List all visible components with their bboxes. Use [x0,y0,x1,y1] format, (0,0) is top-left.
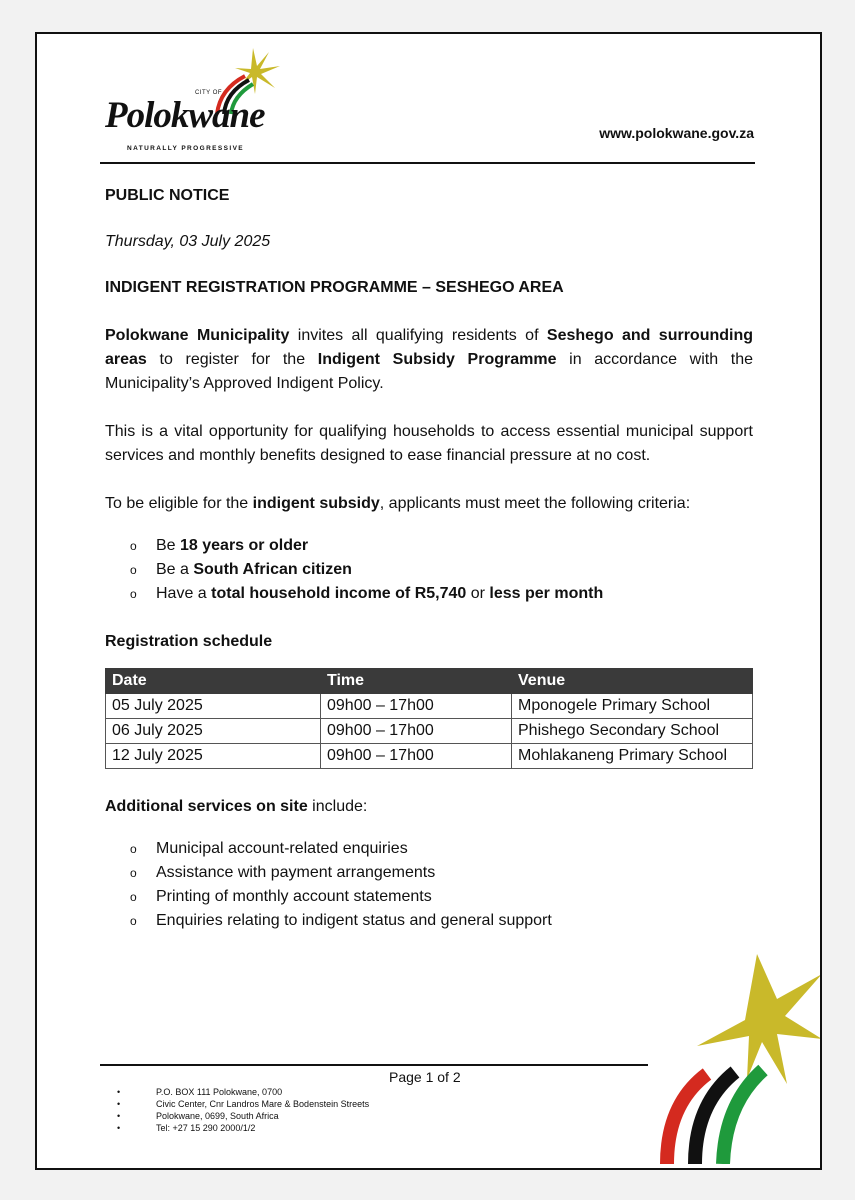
table-header-row [106,669,753,694]
footer-divider [100,1064,648,1066]
intro-text-2: to register for the [146,351,318,368]
bullet-circle-icon: o [130,563,137,577]
criterion-text-mid: or [466,585,490,602]
list-item [130,885,753,909]
intro-municipality: Polokwane Municipality [105,327,290,344]
eligibility-paragraph [105,492,753,516]
criterion-text: Be a [156,561,194,578]
intro-programme: Indigent Subsidy Programme [317,351,557,368]
city-logo [105,44,305,164]
intro-text-3: in accordance with the Municipality’s Approved Indigent Policy. [105,351,753,392]
notice-title: INDIGENT REGISTRATION PROGRAMME – SESHEGO AREA [105,279,564,296]
additional-services-text: include: [307,798,368,815]
notice-label: PUBLIC NOTICE [105,187,230,204]
header-divider [100,162,755,164]
bullet-circle-icon: o [130,587,137,601]
table-row [106,694,753,719]
eligibility-text-2: , applicants must meet the following criteria: [379,495,691,512]
additional-services-paragraph [105,795,753,819]
criterion-bold: total household income of R5,740 [211,585,467,602]
list-item [130,582,753,606]
criterion-bold: 18 years or older [180,537,309,554]
cell-venue: Mponogele Primary School [512,694,753,719]
criterion-bold: South African citizen [193,561,352,578]
list-item [130,861,753,885]
logo-wordmark: Polokwane [105,95,265,136]
cell-venue: Mohlakaneng Primary School [512,744,753,769]
decorative-star-icon [637,954,822,1164]
opportunity-paragraph: This is a vital opportunity for qualifying households to access essential municipal support services and monthly benefits designed to ease financial pressure at no cost. [105,423,753,464]
list-item [130,909,753,933]
list-item [130,534,753,558]
notice-date: Thursday, 03 July 2025 [105,233,271,250]
column-date: Date [106,669,321,694]
cell-time: 09h00 – 17h00 [321,694,512,719]
logo-tagline: NATURALLY PROGRESSIVE [127,145,245,152]
service-text: Enquiries relating to indigent status and general support [156,912,552,929]
address-line: • Civic Center, Cnr Landros Mare & Bodenstein Streets [117,1098,369,1110]
website-link[interactable]: www.polokwane.gov.za [599,125,754,141]
address-line: • Polokwane, 0699, South Africa [117,1110,369,1122]
address-line: • P.O. BOX 111 Polokwane, 0700 [117,1086,369,1098]
cell-date: 05 July 2025 [106,694,321,719]
cell-venue: Phishego Secondary School [512,719,753,744]
criterion-text: Be [156,537,181,554]
eligibility-subsidy: indigent subsidy [252,495,380,512]
bullet-circle-icon: o [130,866,137,880]
logo-city-of: CITY OF [195,90,223,96]
list-item [130,558,753,582]
criteria-list [105,534,753,606]
column-time: Time [321,669,512,694]
footer-address [117,1086,369,1134]
address-line: • Tel: +27 15 290 2000/1/2 [117,1122,369,1134]
schedule-table [105,668,753,769]
cell-time: 09h00 – 17h00 [321,744,512,769]
service-text: Printing of monthly account statements [156,888,432,905]
intro-text-1: invites all qualifying residents of [289,327,547,344]
criterion-text: Have a [156,585,212,602]
bullet-circle-icon: o [130,890,137,904]
intro-paragraph [105,324,753,396]
table-row [106,744,753,769]
column-venue: Venue [512,669,753,694]
list-item [130,837,753,861]
bullet-circle-icon: o [130,842,137,856]
criterion-bold-2: less per month [489,585,604,602]
eligibility-text-1: To be eligible for the [105,495,253,512]
service-text: Municipal account-related enquiries [156,840,408,857]
page-number: Page 1 of 2 [389,1069,461,1085]
notice-body [105,184,753,933]
notice-page [35,32,822,1170]
cell-date: 06 July 2025 [106,719,321,744]
bullet-circle-icon: o [130,539,137,553]
table-row [106,719,753,744]
services-list [105,837,753,933]
cell-date: 12 July 2025 [106,744,321,769]
service-text: Assistance with payment arrangements [156,864,436,881]
schedule-heading: Registration schedule [105,633,273,650]
bullet-circle-icon: o [130,914,137,928]
cell-time: 09h00 – 17h00 [321,719,512,744]
additional-services-bold: Additional services on site [105,798,308,815]
intro-area: Seshego and surrounding areas [105,327,754,368]
